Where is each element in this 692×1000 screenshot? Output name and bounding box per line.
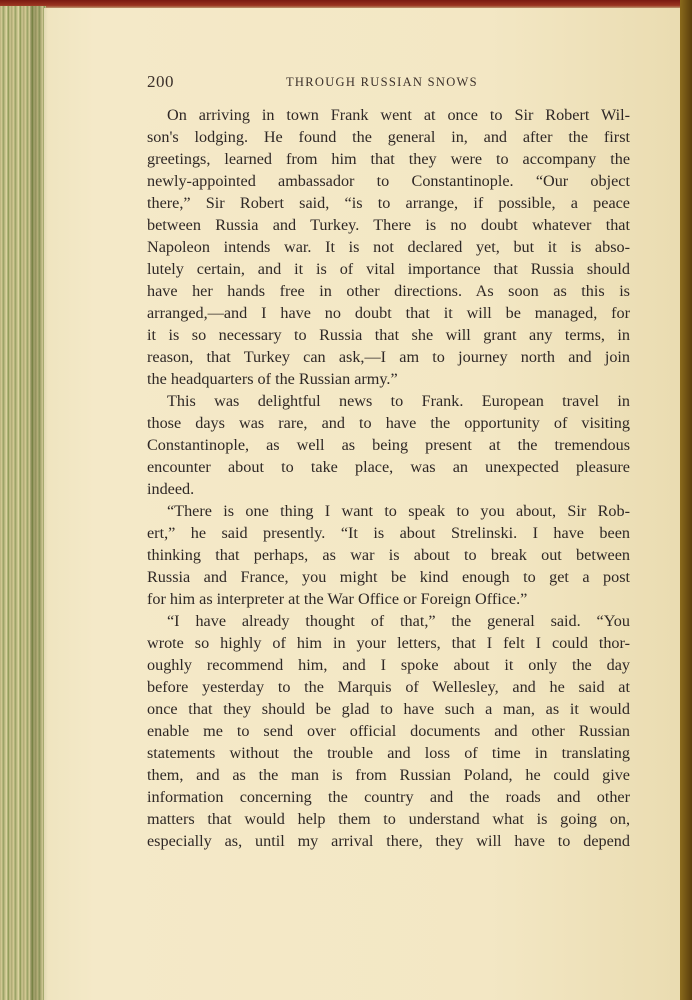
text-line: lutely certain, and it is of vital importance that Russia should	[147, 260, 630, 278]
text-line: This was delightful news to Frank. European travel in	[167, 392, 630, 410]
running-head	[147, 72, 637, 94]
running-title: THROUGH RUSSIAN SNOWS	[286, 75, 478, 89]
page-number: 200	[147, 72, 174, 91]
text-line: indeed.	[147, 480, 195, 498]
text-line: arranged,—and I have no doubt that it will be managed, for	[147, 304, 630, 322]
text-line: “There is one thing I want to speak to you about, Sir Rob-	[167, 502, 630, 520]
text-line: wrote so highly of him in your letters, that I felt I could thor-	[147, 634, 630, 652]
text-line: ert,” he said presently. “It is about Strelinski. I have been	[147, 524, 630, 542]
text-line: reason, that Turkey can ask,—I am to journey north and join	[147, 348, 630, 366]
text-line: oughly recommend him, and I spoke about it only the day	[147, 656, 630, 674]
text-line: greetings, learned from him that they were to accompany the	[147, 150, 630, 168]
gutter-shadow	[30, 6, 48, 1000]
text-line: have her hands free in other directions. As soon as this is	[147, 282, 630, 300]
text-line: once that they should be glad to have such a man, as it would	[147, 700, 630, 718]
text-line: information concerning the country and the roads and other	[147, 788, 630, 806]
text-line: encounter about to take place, was an unexpected pleasure	[147, 458, 630, 476]
text-line: between Russia and Turkey. There is no doubt whatever that	[147, 216, 630, 234]
text-line: those days was rare, and to have the opportunity of visiting	[147, 414, 630, 432]
text-line: Constantinople, as well as being present at the tremendous	[147, 436, 630, 454]
text-line: enable me to send over official documents and other Russian	[147, 722, 630, 740]
text-line: thinking that perhaps, as war is about to break out between	[147, 546, 630, 564]
text-line: the headquarters of the Russian army.”	[147, 370, 398, 388]
text-line: them, and as the man is from Russian Poland, he could give	[147, 766, 630, 784]
text-line: Russia and France, you might be kind enough to get a post	[147, 568, 630, 586]
text-line: newly-appointed ambassador to Constantinople. “Our object	[147, 172, 630, 190]
text-line: matters that would help them to understand what is going on,	[147, 810, 630, 828]
text-line: statements without the trouble and loss of time in translating	[147, 744, 630, 762]
body-text	[147, 104, 630, 852]
text-line: Napoleon intends war. It is not declared yet, but it is abso-	[147, 238, 630, 256]
text-line: especially as, until my arrival there, they will have to depend	[147, 832, 630, 850]
text-line: there,” Sir Robert said, “is to arrange, if possible, a peace	[147, 194, 630, 212]
text-line: On arriving in town Frank went at once to Sir Robert Wil-	[167, 106, 630, 124]
book-right-edge	[680, 0, 692, 1000]
text-line: son's lodging. He found the general in, and after the first	[147, 128, 630, 146]
text-line: it is so necessary to Russia that she will grant any terms, in	[147, 326, 630, 344]
text-line: “I have already thought of that,” the general said. “You	[167, 612, 630, 630]
text-line: before yesterday to the Marquis of Wellesley, and he said at	[147, 678, 630, 696]
text-line: for him as interpreter at the War Office or Foreign Office.”	[147, 590, 528, 608]
